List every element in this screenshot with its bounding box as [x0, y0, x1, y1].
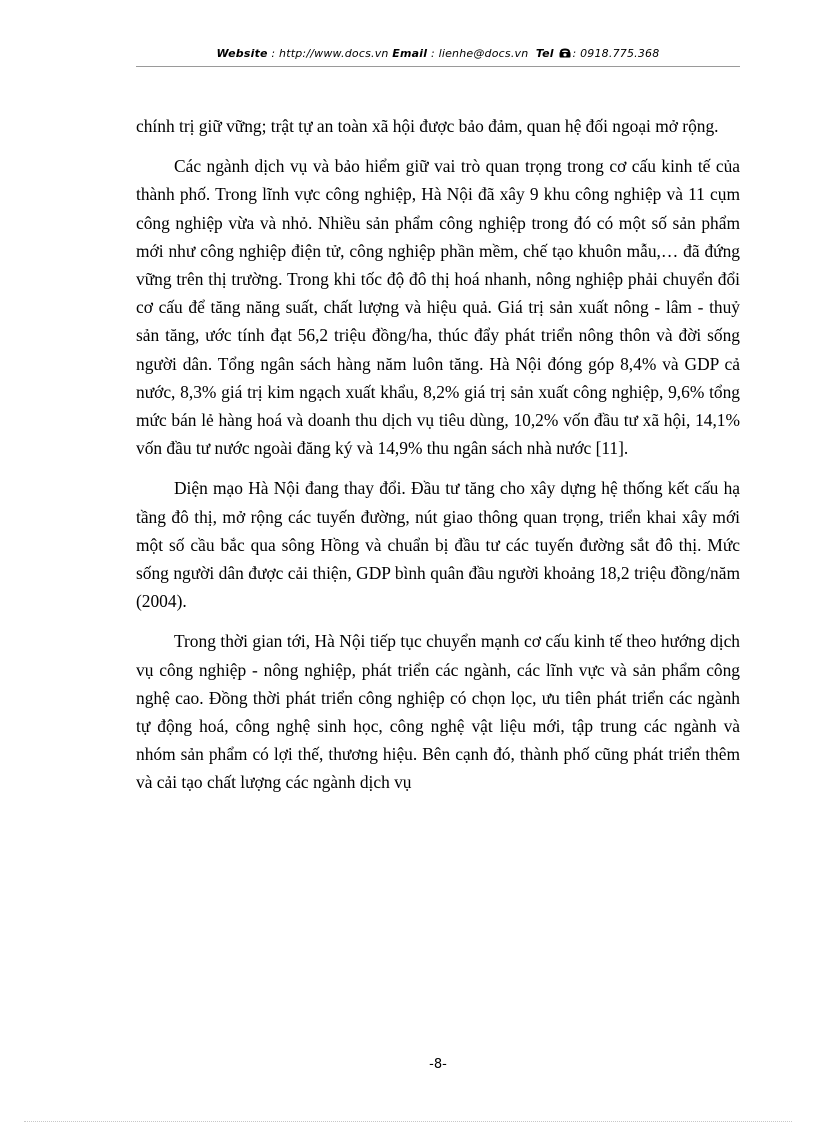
paragraph-4: Trong thời gian tới, Hà Nội tiếp tục chuyển mạnh cơ cấu kinh tế theo hướng dịch vụ công nghiệp - nông nghiệp, phát triển các ngành, các lĩnh vực và sản phẩm công nghệ cao. Đồng thời phát triển công nghiệp có chọn lọc, ưu tiên phát triển các ngành tự động hoá, công nghệ sinh học, công nghệ vật liệu mới, tập trung các ngành và nhóm sản phẩm có lợi thế, thương hiệu. Bên cạnh đó, thành phố cũng phát triển thêm và cải tạo chất lượng các ngành dịch vụ: [136, 631, 740, 793]
email-link[interactable]: lienhe@docs.vn: [438, 47, 529, 60]
tel-label: Tel: [535, 47, 554, 60]
paragraph-3: Diện mạo Hà Nội đang thay đổi. Đầu tư tăng cho xây dựng hệ thống kết cấu hạ tầng đô thị, mở rộng các tuyến đường, nút giao thông quan trọng, triển khai xây mới một số cầu bắc qua sông Hồng và chuẩn bị đầu tư các tuyến đường sắt đô thị. Mức sống người dân được cải thiện, GDP bình quân đầu người khoảng 18,2 triệu đồng/năm (2004).: [136, 478, 740, 612]
website-label: Website: [216, 47, 268, 60]
page-bottom-edge: [24, 1121, 792, 1122]
website-separator: :: [267, 47, 280, 60]
page-header: [136, 47, 740, 60]
tel-number: 0918.775.368: [580, 47, 660, 60]
website-link[interactable]: http://www.docs.vn: [279, 47, 389, 60]
page-number: -8-: [429, 1057, 447, 1072]
header-divider: [136, 66, 740, 67]
email-label: Email: [392, 47, 428, 60]
paragraph-2: Các ngành dịch vụ và bảo hiểm giữ vai trò quan trọng trong cơ cấu kinh tế của thành phố. Trong lĩnh vực công nghiệp, Hà Nội đã xây 9 khu công nghiệp và 11 cụm công nghiệp vừa và nhỏ. Nhiều sản phẩm công nghiệp trong đó có một số sản phẩm mới như công nghiệp điện tử, công nghiệp phần mềm, chế tạo khuôn mẫu,… đã đứng vững trên thị trường. Trong khi tốc độ đô thị hoá nhanh, nông nghiệp phải chuyển đổi cơ cấu để tăng năng suất, chất lượng và hiệu quả. Giá trị sản xuất nông - lâm - thuỷ sản tăng, ước tính đạt 56,2 triệu đồng/ha, thúc đẩy phát triển nông thôn và đời sống người dân. Tổng ngân sách hàng năm luôn tăng. Hà Nội đóng góp 8,4% và GDP cả nước, 8,3% giá trị kim ngạch xuất khẩu, 8,2% giá trị sản xuất công nghiệp, 9,6% tổng mức bán lẻ hàng hoá và doanh thu dịch vụ tiêu dùng, 10,2% vốn đầu tư xã hội, 14,1% vốn đầu tư nước ngoài đăng ký và 14,9% thu ngân sách nhà nước [11].: [136, 156, 740, 459]
tel-separator: :: [572, 47, 581, 60]
paragraph-1: chính trị giữ vững; trật tự an toàn xã hội được bảo đảm, quan hệ đối ngoại mở rộng.: [136, 116, 719, 136]
phone-icon: [559, 48, 571, 58]
document-body: [136, 112, 740, 809]
email-separator: :: [427, 47, 439, 60]
